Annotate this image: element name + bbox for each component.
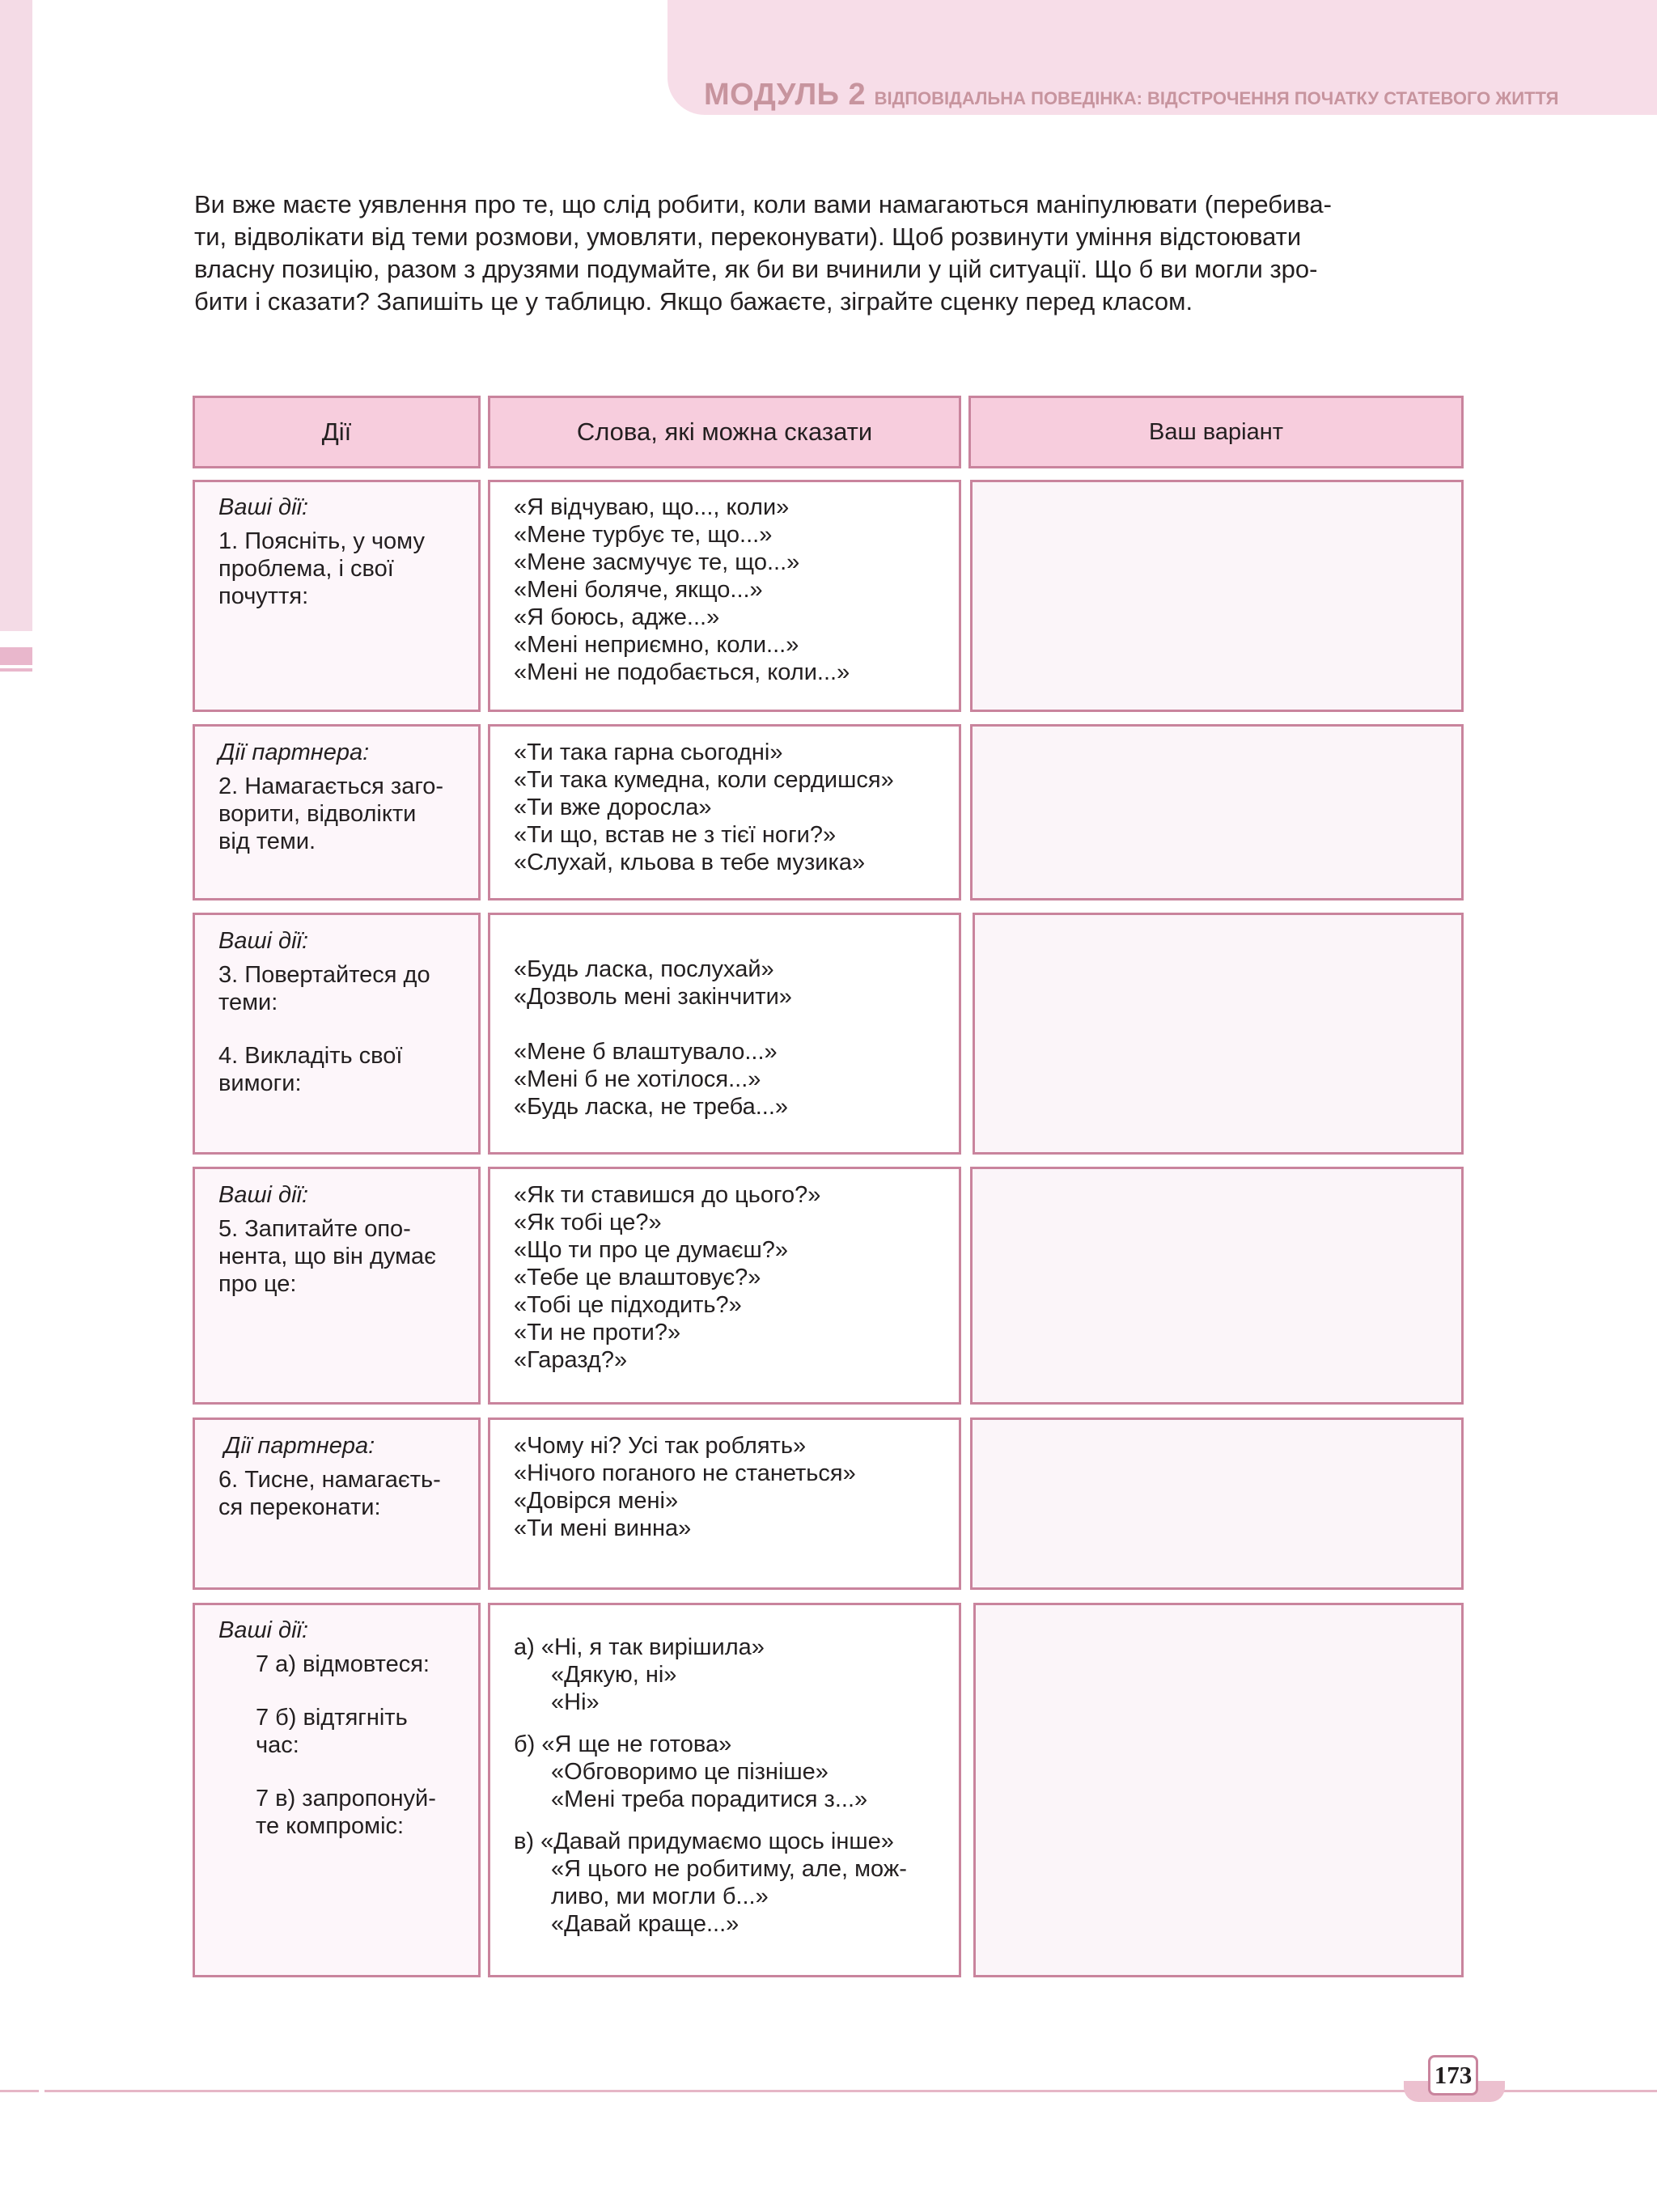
phrase: «Тобі це підходить?» <box>514 1292 742 1318</box>
row4-actions <box>218 1181 436 1298</box>
role-label: Ваші дії: <box>218 1617 309 1643</box>
action-line: про це: <box>218 1271 297 1297</box>
phrase: «Мені б не хотілося...» <box>514 1066 761 1092</box>
phrase: «Дозволь мені закінчити» <box>514 984 792 1010</box>
row1-variant-cell[interactable] <box>970 480 1464 712</box>
action-line: теми: <box>218 989 278 1015</box>
action-line: почуття: <box>218 583 309 609</box>
row4-variant-cell[interactable] <box>970 1167 1464 1405</box>
phrase: «Будь ласка, не треба...» <box>514 1094 789 1120</box>
module-header <box>704 78 1558 112</box>
action-line: ворити, відволікти <box>218 801 417 827</box>
action-line: 1. Поясніть, у чому <box>218 528 425 554</box>
action-line: 6. Тисне, намагаєть- <box>218 1467 441 1493</box>
module-subtitle: ВІДПОВІДАЛЬНА ПОВЕДІНКА: ВІДСТРОЧЕННЯ ПОЧАТКУ СТАТЕВОГО ЖИТТЯ <box>874 88 1559 108</box>
header-your-variant: Ваш варіант <box>968 396 1464 468</box>
row3-words <box>514 956 792 1121</box>
phrase: «Ти не проти?» <box>514 1320 681 1345</box>
phrase: «Я цього не робитиму, але, мож- <box>551 1856 907 1882</box>
phrase: ливо, ми могли б...» <box>551 1884 769 1909</box>
row3-variant-cell[interactable] <box>973 913 1464 1155</box>
phrase: «Мені боляче, якщо...» <box>514 577 763 603</box>
action-line: 3. Повертайтеся до <box>218 962 430 988</box>
left-margin-marker-line <box>0 668 32 672</box>
phrase: б) «Я ще не готова» <box>514 1731 732 1757</box>
action-line: те компроміс: <box>256 1813 405 1839</box>
phrase: «Я боюсь, адже...» <box>514 604 720 630</box>
action-line: 7 а) відмовтеся: <box>256 1651 430 1677</box>
role-label: Ваші дії: <box>218 494 309 520</box>
action-line: час: <box>256 1732 299 1758</box>
phrase: «Дякую, ні» <box>551 1662 677 1688</box>
phrase: «Нічого поганого не станеться» <box>514 1460 856 1486</box>
phrase: «Чому ні? Усі так роблять» <box>514 1433 807 1459</box>
role-label: Ваші дії: <box>218 1182 309 1208</box>
page-number: 173 <box>1428 2055 1478 2095</box>
phrase: «Будь ласка, послухай» <box>514 956 774 982</box>
action-line: від теми. <box>218 828 316 854</box>
row5-actions <box>218 1432 441 1521</box>
action-line: нента, що він думає <box>218 1244 436 1269</box>
phrase: «Як ти ставишся до цього?» <box>514 1182 821 1208</box>
phrase: «Слухай, кльова в тебе музика» <box>514 850 866 875</box>
footer-rule-left <box>0 2090 39 2092</box>
left-margin-strip <box>0 0 32 631</box>
phrase: «Мене турбує те, що...» <box>514 522 773 548</box>
action-line: ся переконати: <box>218 1494 381 1520</box>
row5-variant-cell[interactable] <box>970 1417 1464 1590</box>
phrase: «Ти вже доросла» <box>514 795 712 820</box>
phrase: в) «Давай придумаємо щось інше» <box>514 1829 894 1854</box>
action-line: 7 в) запропонуй- <box>256 1786 436 1812</box>
phrase: «Гаразд?» <box>514 1347 628 1373</box>
role-label: Ваші дії: <box>218 928 309 954</box>
phrase: «Я відчуваю, що..., коли» <box>514 494 790 520</box>
action-line: 2. Намагається заго- <box>218 773 444 799</box>
role-label: Дії партнера: <box>224 1433 375 1459</box>
row4-words <box>514 1181 820 1374</box>
row2-variant-cell[interactable] <box>970 724 1464 900</box>
phrase: «Ти така гарна сьогодні» <box>514 739 783 765</box>
intro-line: власну позицію, разом з друзями подумайте, як би ви вчинили у цій ситуації. Що б ви могли зро- <box>194 255 1318 283</box>
phrase: «Мені неприємно, коли...» <box>514 632 799 658</box>
phrase: «Ні» <box>551 1689 600 1715</box>
phrase: «Ти що, встав не з тієї ноги?» <box>514 822 837 848</box>
phrase: а) «Ні, я так вирішила» <box>514 1634 765 1660</box>
row1-actions <box>218 494 425 610</box>
action-line: 5. Запитайте опо- <box>218 1216 411 1242</box>
action-line: 4. Викладіть свої <box>218 1043 403 1069</box>
action-line: вимоги: <box>218 1070 302 1096</box>
row1-words <box>514 494 850 686</box>
action-line: проблема, і свої <box>218 556 394 582</box>
action-line: 7 б) відтягніть <box>256 1705 408 1731</box>
role-label: Дії партнера: <box>218 739 370 765</box>
phrase: «Ти така кумедна, коли сердишся» <box>514 767 894 793</box>
row2-words <box>514 739 894 876</box>
header-words: Слова, які можна сказати <box>488 396 961 468</box>
row6-variant-cell[interactable] <box>973 1603 1464 1977</box>
row5-words <box>514 1432 856 1542</box>
phrase: «Тебе це влаштовує?» <box>514 1265 761 1290</box>
row6-actions <box>218 1617 436 1840</box>
phrase: «Ти мені винна» <box>514 1515 692 1541</box>
phrase: «Що ти про це думаєш?» <box>514 1237 789 1263</box>
header-actions: Дії <box>193 396 481 468</box>
phrase: «Як тобі це?» <box>514 1210 662 1235</box>
phrase: «Обговоримо це пізніше» <box>551 1759 828 1785</box>
left-margin-marker <box>0 647 32 665</box>
intro-line: бити і сказати? Запишіть це у таблицю. Якщо бажаєте, зіграйте сценку перед класом. <box>194 287 1193 316</box>
row2-actions <box>218 739 443 855</box>
phrase: «Давай краще...» <box>551 1911 740 1937</box>
phrase: «Довірся мені» <box>514 1488 679 1514</box>
phrase: «Мене б влаштувало...» <box>514 1039 778 1065</box>
phrase: «Мене засмучує те, що...» <box>514 549 800 575</box>
phrase: «Мені треба порадитися з...» <box>551 1786 868 1812</box>
intro-paragraph <box>194 189 1464 318</box>
row3-actions <box>218 927 430 1097</box>
intro-line: Ви вже маєте уявлення про те, що слід робити, коли вами намагаються маніпулювати (перебива- <box>194 190 1332 218</box>
row6-words <box>514 1634 907 1938</box>
module-number: МОДУЛЬ 2 <box>704 78 867 112</box>
phrase: «Мені не подобається, коли...» <box>514 659 850 685</box>
intro-line: ти, відволікати від теми розмови, умовляти, переконувати). Щоб розвинути уміння відстоювати <box>194 222 1302 251</box>
